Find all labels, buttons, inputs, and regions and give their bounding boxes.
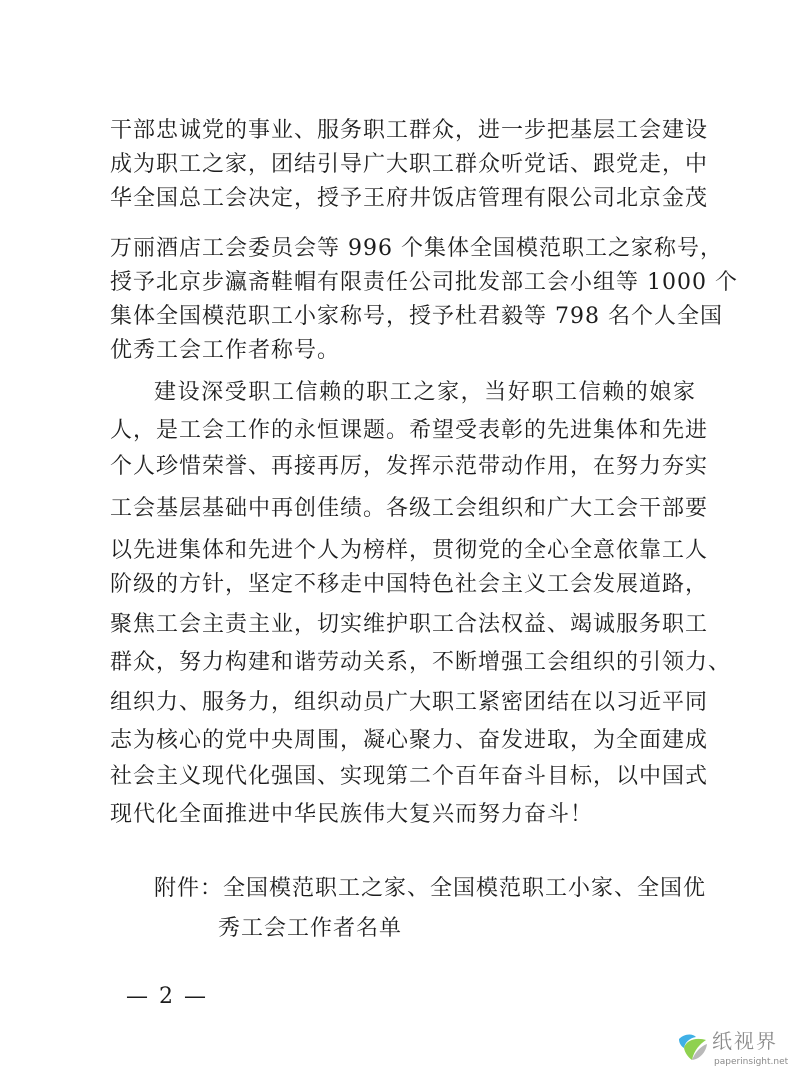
text-line: 群众，努力构建和谐劳动关系，不断增强工会组织的引领力、 — [110, 650, 732, 675]
text-line: 组织力、服务力，组织动员广大职工紧密团结在以习近平同 — [110, 690, 709, 715]
text-line: 个人珍惜荣誉、再接再厉，发挥示范带动作用，在努力夯实 — [110, 454, 709, 479]
text-line: 社会主义现代化强国、实现第二个百年奋斗目标，以中国式 — [110, 764, 709, 789]
watermark — [676, 1026, 789, 1082]
text-line: 万丽酒店工会委员会等 996 个集体全国模范职工之家称号， — [110, 236, 723, 261]
text-line: 工会基层基础中再创佳绩。各级工会组织和广大工会干部要 — [110, 496, 709, 521]
text-line: 人，是工会工作的永恒课题。希望受表彰的先进集体和先进 — [110, 418, 709, 443]
text-line: 现代化全面推进中华民族伟大复兴而努力奋斗！ — [110, 802, 594, 827]
attachment-line: 秀工会工作者名单 — [218, 916, 403, 941]
text-line: 华全国总工会决定，授予王府井饭店管理有限公司北京金茂 — [110, 186, 709, 211]
text-line: 阶级的方针，坚定不移走中国特色社会主义工会发展道路， — [110, 572, 709, 597]
text-line: 干部忠诚党的事业、服务职工群众，进一步把基层工会建设 — [110, 118, 709, 143]
text-line: 集体全国模范职工小家称号，授予杜君毅等 798 名个人全国 — [110, 304, 723, 329]
text-line: 以先进集体和先进个人为榜样，贯彻党的全心全意依靠工人 — [110, 538, 709, 563]
text-line: 优秀工会工作者称号。 — [110, 338, 341, 363]
page-number: — 2 — — [126, 984, 208, 1009]
text-line: 授予北京步瀛斋鞋帽有限责任公司批发部工会小组等 1000 个 — [110, 270, 738, 295]
text-line: 志为核心的党中央周围，凝心聚力、奋发进取，为全面建成 — [110, 728, 709, 753]
attachment-line: 附件：全国模范职工之家、全国模范职工小家、全国优 — [154, 876, 707, 901]
text-line: 成为职工之家，团结引导广大职工群众听党话、跟党走，中 — [110, 152, 709, 177]
text-line: 建设深受职工信赖的职工之家，当好职工信赖的娘家 — [154, 380, 696, 405]
text-line: 聚焦工会主责主业，切实维护职工合法权益、竭诚服务职工 — [110, 612, 709, 637]
watermark-title: 纸视界 — [712, 1029, 778, 1053]
paperinsight-logo-icon — [676, 1030, 710, 1064]
watermark-url: paperinsight.net — [714, 1057, 789, 1067]
